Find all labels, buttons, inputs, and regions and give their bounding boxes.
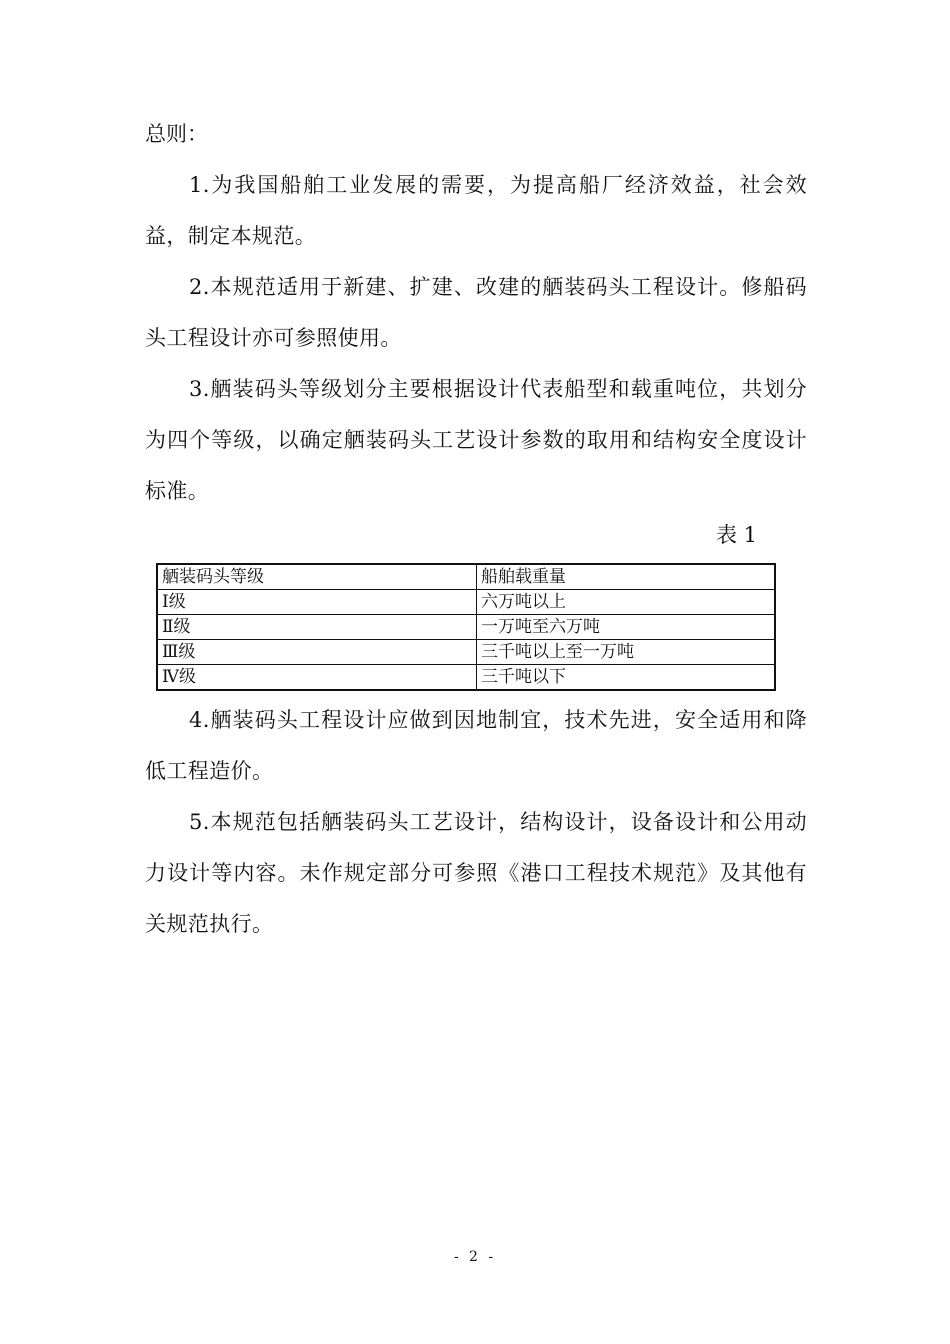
table-cell-grade: Ⅰ级 [157, 590, 477, 615]
table-cell-grade: Ⅳ级 [157, 665, 477, 691]
wharf-grade-table [156, 563, 776, 691]
section-heading: 总则： [145, 122, 208, 146]
table-header-row [157, 564, 775, 590]
table-row [157, 665, 775, 691]
table-row [157, 640, 775, 665]
table-caption: 表 1 [715, 523, 757, 547]
table-cell-tonnage: 三千吨以下 [477, 665, 776, 691]
page-number: - 2 - [453, 1249, 497, 1265]
paragraph-4: 4.舾装码头工程设计应做到因地制宜，技术先进，安全适用和降低工程造价。 [145, 708, 807, 783]
paragraph-5: 5.本规范包括舾装码头工艺设计，结构设计，设备设计和公用动力设计等内容。未作规定部分可参照《港口工程技术规范》及其他有关规范执行。 [145, 810, 807, 936]
table-header-cell: 船舶载重量 [477, 564, 776, 590]
table-header-cell: 舾装码头等级 [157, 564, 477, 590]
table-row [157, 615, 775, 640]
table-cell-tonnage: 六万吨以上 [477, 590, 776, 615]
paragraph-1: 1.为我国船舶工业发展的需要，为提高船厂经济效益，社会效益，制定本规范。 [145, 173, 807, 248]
paragraph-3: 3.舾装码头等级划分主要根据设计代表船型和载重吨位，共划分为四个等级，以确定舾装码头工艺设计参数的取用和结构安全度设计标准。 [145, 377, 807, 503]
table-row [157, 590, 775, 615]
table-cell-tonnage: 三千吨以上至一万吨 [477, 640, 776, 665]
table-cell-tonnage: 一万吨至六万吨 [477, 615, 776, 640]
table-cell-grade: Ⅲ级 [157, 640, 477, 665]
paragraph-2: 2.本规范适用于新建、扩建、改建的舾装码头工程设计。修船码头工程设计亦可参照使用。 [145, 275, 807, 350]
table-cell-grade: Ⅱ级 [157, 615, 477, 640]
